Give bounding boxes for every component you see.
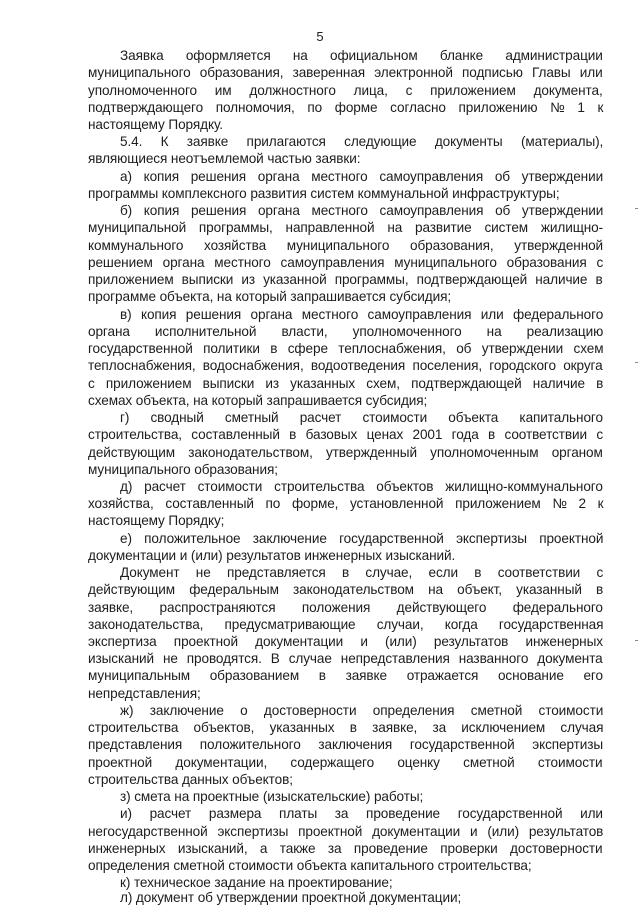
text-line (0, 289, 640, 304)
text-line (0, 600, 640, 615)
text-line (0, 531, 640, 546)
text-line-content: решением органа местного самоуправления муниципального образования с (88, 255, 604, 270)
text-line-content: муниципальной программы, направленной на развитие систем жилищно- (88, 220, 604, 235)
text-line-content: л) документ об утверждении проектной документации; (120, 890, 462, 905)
text-line-content: и) расчет размера платы за проведение государственной или (120, 806, 603, 821)
text-line-content: программе объекта, на который запрашивается субсидия; (88, 289, 452, 304)
text-line-content: настоящему Порядку. (88, 117, 223, 132)
text-line (0, 393, 640, 408)
text-line (0, 496, 640, 511)
text-line-content: проектной документации, содержащего оценку сметной стоимости (88, 755, 603, 770)
text-line (0, 565, 640, 580)
text-line (0, 806, 640, 821)
text-line-content: муниципальным образованием в заявке отражается основание его (88, 668, 603, 683)
text-line-content: непредставления; (88, 686, 201, 701)
text-line (0, 134, 640, 149)
text-line-content: изысканий не проводятся. В случае непредставления названного документа (88, 651, 603, 666)
text-line (0, 169, 640, 184)
text-line-content: определения сметной стоимости объекта капитального строительства; (88, 858, 532, 873)
text-line (0, 634, 640, 649)
text-line-content: б) копия решения органа местного самоуправления об утверждении (120, 203, 604, 218)
text-line-content: с приложением выписки из указанных схем, подтверждающей наличие в (88, 376, 604, 391)
text-line (0, 789, 640, 804)
text-line (0, 48, 640, 63)
text-line (0, 341, 640, 356)
text-line (0, 151, 640, 166)
text-line-content: к) техническое задание на проектирование; (120, 875, 393, 890)
text-line (0, 668, 640, 683)
page-number: 5 (316, 29, 324, 44)
text-line (0, 513, 640, 528)
text-line-content: программы комплексного развития систем коммунальной инфраструктуры; (88, 186, 560, 201)
text-line-content: муниципального образования, заверенная электронной подписью Главы или (88, 65, 603, 80)
text-line (0, 824, 640, 839)
text-line-content: строительства объектов, указанных в заявке, за исключением случая (88, 720, 604, 735)
text-line (0, 324, 640, 339)
text-line-content: государственной политики в сфере теплоснабжения, об утверждении схем (88, 341, 604, 356)
scan-mark (635, 640, 638, 641)
text-line-content: теплоснабжения, водоснабжения, водоотведения поселения, городского округа (88, 358, 603, 373)
text-line (0, 358, 640, 373)
text-line-content: настоящему Порядку; (88, 513, 225, 528)
text-line-content: законодательства, предусматривающие случаи, когда государственная (88, 617, 604, 632)
text-line (0, 65, 640, 80)
text-line-content: негосударственной экспертизы проектной документации и (или) результатов (88, 824, 604, 839)
text-line (0, 203, 640, 218)
text-line-content: коммунального хозяйства муниципального образования, утвержденной (88, 238, 604, 253)
text-line-content: действующим федеральным законодательством на объект, указанный в (88, 582, 604, 597)
text-line (0, 755, 640, 770)
text-line (0, 617, 640, 632)
text-line (0, 376, 640, 391)
text-line (0, 255, 640, 270)
text-line-content: в) копия решения органа местного самоуправления или федерального (120, 307, 604, 322)
text-line (0, 720, 640, 735)
text-line (0, 100, 640, 115)
scan-mark (635, 208, 638, 209)
text-line-content: приложением выписки из указанной программы, подтверждающей наличие в (88, 272, 603, 287)
text-line-content: инженерных изысканий, а также за проведение проверки достоверности (88, 841, 603, 856)
text-line-content: хозяйства, составленный по форме, установленной приложением № 2 к (88, 496, 604, 511)
scan-mark (635, 362, 638, 363)
text-line-content: являющиеся неотъемлемой частью заявки: (88, 151, 361, 166)
text-line (0, 737, 640, 752)
text-line (0, 445, 640, 460)
text-line (0, 83, 640, 98)
text-line-content: муниципального образования; (88, 462, 278, 477)
text-line-content: органа исполнительной власти, уполномоченного на реализацию (88, 324, 604, 339)
text-line-content: схемах объекта, на который запрашивается субсидия; (88, 393, 428, 408)
text-line (0, 875, 640, 890)
text-line-content: г) сводный сметный расчет стоимости объекта капитального (120, 410, 603, 425)
text-line-content: д) расчет стоимости строительства объектов жилищно-коммунального (120, 479, 603, 494)
text-line-content: подтверждающего полномочия, по форме согласно приложению № 1 к (88, 100, 604, 115)
text-line (0, 858, 640, 873)
text-line (0, 548, 640, 563)
text-line (0, 772, 640, 787)
text-line-content: документации и (или) результатов инженерных изысканий. (88, 548, 456, 563)
text-line (0, 686, 640, 701)
text-line-content: а) копия решения органа местного самоуправления об утверждении (120, 169, 604, 184)
text-line (0, 427, 640, 442)
text-line (0, 307, 640, 322)
text-line-content: Документ не представляется в случае, если в соответствии с (120, 565, 604, 580)
text-line (0, 410, 640, 425)
text-line (0, 703, 640, 718)
text-line-content: строительства данных объектов; (88, 772, 293, 787)
text-line (0, 117, 640, 132)
text-line-content: Заявка оформляется на официальном бланке администрации (120, 48, 603, 63)
text-line-content: заявке, распространяются положения действующего федерального (88, 600, 603, 615)
text-line (0, 272, 640, 287)
text-line-content: действующим законодательством, утвержденный уполномоченным органом (88, 445, 603, 460)
text-line (0, 186, 640, 201)
text-line (0, 651, 640, 666)
text-line (0, 841, 640, 856)
text-line-content: з) смета на проектные (изыскательские) работы; (120, 789, 424, 804)
text-line (0, 462, 640, 477)
text-line-content: 5.4. К заявке прилагаются следующие документы (материалы), (120, 134, 604, 149)
text-line-content: строительства, составленный в базовых ценах 2001 года в соответствии с (88, 427, 604, 442)
text-line (0, 238, 640, 253)
text-line (0, 890, 640, 905)
text-line-content: уполномоченного им должностного лица, с приложением документа, (88, 83, 603, 98)
text-line-content: представления положительного заключения государственной экспертизы (88, 737, 604, 752)
text-line-content: ж) заключение о достоверности определения сметной стоимости (120, 703, 604, 718)
text-line (0, 220, 640, 235)
text-line (0, 582, 640, 597)
text-line-content: е) положительное заключение государственной экспертизы проектной (120, 531, 604, 546)
text-line-content: экспертиза проектной документации и (или) результатов инженерных (88, 634, 603, 649)
text-line (0, 479, 640, 494)
